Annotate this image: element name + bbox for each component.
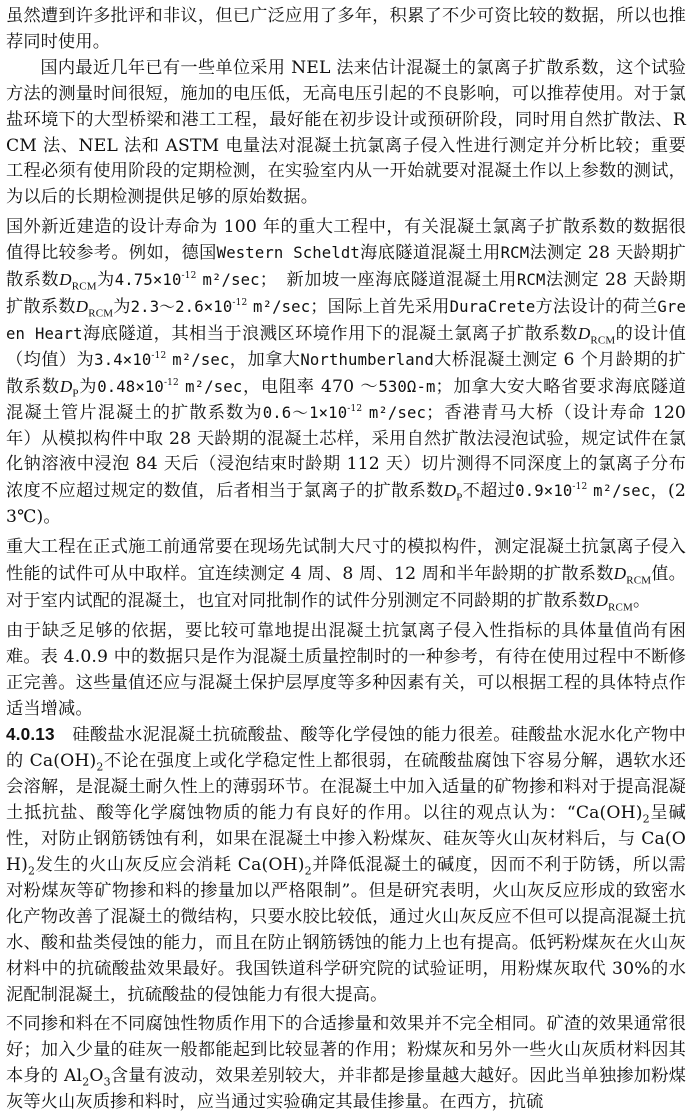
text-run: ；加拿大安大略省要求海底隧道混凝土管片混凝土的扩散系数为 (6, 376, 687, 423)
chemical-subscript: 3 (103, 1075, 111, 1089)
unit: m²/sec (253, 297, 311, 316)
text-run: 的设计值（均值）为 (6, 323, 687, 370)
tunnel-name: Western Scheldt (216, 244, 360, 263)
text-run: O (89, 1066, 104, 1087)
text-run: ；国际上首先采用 (310, 296, 450, 317)
symbol-subscript: RCM (71, 280, 97, 293)
exponent: -12 (181, 271, 197, 282)
paragraph-5: 由于缺乏足够的依据，要比较可靠地提出混凝土抗氯离子侵入性指标的具体量值尚有困难。表 4.0.9 中的数据只是作为混凝土质量控制时的一种参考，有待在使用过程中不断修正完善。这些量值还应与混凝土保护层厚度等多种因素有关，可以根据工程的具体特点作适当增减。 (6, 620, 686, 719)
exponent: -12 (232, 297, 248, 308)
symbol-d: D (443, 481, 457, 501)
text-run: ，(23℃)。 (6, 481, 686, 528)
chemical-subscript: 2 (304, 864, 312, 878)
text-run: 重大工程在正式施工前通常要在现场先试制大尺寸的模拟构件，测定混凝土抗氯离子侵入性能的试件可从中取样。宜连续测定 4 周、8 周、12 周和半年龄期的扩散系数 (6, 537, 686, 585)
symbol-d: D (577, 323, 591, 343)
symbol-subscript: P (72, 387, 79, 400)
paragraph-2: 国内最近几年已有一些单位采用 NEL 法来估计混凝土的氯离子扩散系数，这个试验方法的测量时间很短，施加的电压低，无高电压引起的不良影响，可以推荐使用。对于氯盐环境下的大型桥梁和港工工程，最好能在初步设计或预研阶段，同时用自然扩散法、RCM 法、NEL 法和 ASTM 电量法对混凝土抗氯离子侵入性进行测定并分析比较；重要工程必须有使用阶段的定期检测，在实验室内从一开始就要对混凝土作以上参数的测试，为以后的长期检测提供足够的原始数据。 (6, 57, 686, 208)
text-run: 硅酸盐水泥混凝土抗硫酸盐、酸等化学侵蚀的能力很差。硅酸盐水泥水化产物中的 Ca(OH) (6, 725, 686, 772)
text-run: ； 新加坡一座海底隧道混凝土用 (259, 270, 517, 291)
symbol-subscript: P (456, 491, 463, 504)
symbol-subscript: RCM (88, 307, 114, 320)
symbol-d: D (59, 376, 73, 396)
text-run: 方法设计的荷兰 (535, 296, 658, 317)
text-run: 海底隧道混凝土用 (359, 243, 501, 264)
method-name: RCM (516, 271, 546, 290)
paragraph-6 (6, 722, 686, 1008)
method-name: RCM (500, 244, 530, 263)
value: 4.75×10 (114, 271, 182, 290)
document-page (6, 4, 686, 1116)
symbol-d: D (595, 590, 609, 610)
text-run: 并降低混凝土的碱度，因而不利于防锈，所以需对粉煤灰等矿物掺和料的掺量加以严格限制”。但是研究表明，火山灰反应形成的致密水化产物改善了混凝土的微结构，只要水胶比较低，通过火山灰反应不但可以提高混凝土抗水、酸和盐类侵蚀的能力，而且在防止钢筋锈蚀的能力上也有提高。低钙粉煤灰在火山灰材料中的抗硫酸盐效果最好。我国铁道科学研究院的试验证明，用粉煤灰取代 30%的水泥配制混凝土，抗硫酸盐的侵蚀能力有很大提高。 (6, 855, 686, 1005)
symbol-d: D (59, 270, 72, 290)
unit: m²/sec (593, 482, 651, 501)
text-run: 呈碱性，对防止钢筋锈蚀有利，如果在混凝土中掺入粉煤灰、硅灰等火山灰材料后，与 Ca(OH) (6, 803, 686, 875)
text-run: 国外新近建造的设计寿命为 100 年的重大工程中，有关混凝土氯离子扩散系数的数据很值得比较参考。例如，德国 (6, 217, 686, 264)
unit: m²/sec (368, 403, 427, 422)
symbol-d: D (75, 296, 89, 316)
bridge-name: Northumberland (300, 350, 434, 369)
paragraph-3 (6, 215, 686, 531)
text-run: 法测定 28 天龄期扩散系数 (6, 243, 686, 291)
exponent: -12 (347, 403, 363, 414)
symbol-d: D (613, 564, 627, 584)
method-name: DuraCrete (449, 297, 536, 316)
text-run: 为 (78, 376, 98, 397)
chemical-subscript: 2 (82, 1075, 90, 1089)
value: 0.6～1×10 (262, 403, 348, 422)
paragraph-4 (6, 535, 686, 615)
text-run: 法测定 28 天龄期扩散系数 (6, 270, 686, 317)
text-run: ，加拿大 (229, 349, 301, 370)
text-run: 海底隧道，其相当于浪溅区环境作用下的混凝土氯离子扩散系数 (82, 323, 578, 344)
unit: m²/sec (172, 350, 230, 369)
tunnel-name: Green Heart (6, 297, 687, 343)
text-run: 值。对于室内试配的混凝土，也宜对同批制作的试件分别测定不同龄期的扩散系数 (6, 564, 686, 611)
text-run: ；香港青马大桥（设计寿命 120 年）从模拟构件中取 28 天龄期的混凝土芯样，采用自然扩散法浸泡试验，规定试件在氯化钠溶液中浸泡 84 天后（浸泡结束时龄期 112 天）切片测得不同深度上的氯离子分布浓度不应超过规定的数值，后者相当于氯离子的扩散系数 (6, 402, 686, 502)
value: 2.3～2.6×10 (130, 297, 233, 316)
text-run: 不超过 (462, 481, 516, 502)
paragraph-7 (6, 1012, 686, 1116)
text-run: 大桥混凝土测定 6 个月龄期的扩散系数 (6, 349, 686, 397)
text-run: 不同掺和料在不同腐蚀性物质作用下的合适掺量和效果并不完全相同。矿渣的效果通常很好；加入少量的硅灰一般都能起到比较显著的作用；粉煤灰和另外一些火山灰质材料因其本身的 Al (6, 1014, 686, 1087)
symbol-subscript: RCM (608, 601, 633, 614)
exponent: -12 (572, 482, 588, 493)
section-number: 4.0.13 (6, 724, 55, 745)
value: 0.9×10 (515, 482, 573, 501)
unit: m²/sec (202, 271, 260, 290)
chemical-subscript: 2 (28, 864, 36, 878)
paragraph-1: 虽然遭到许多批评和非议，但已广泛应用了多年，积累了不少可资比较的数据，所以也推荐同时使用。 (6, 6, 686, 52)
unit: m²/sec (185, 377, 243, 396)
exponent: -12 (151, 350, 167, 361)
text-run: ，电阻率 470 ～ (242, 376, 379, 397)
text-run: 为 (113, 296, 131, 317)
chemical-subscript: 2 (96, 760, 104, 774)
value: 3.4×10 (94, 350, 152, 369)
text-run: 。 (632, 590, 651, 611)
text-run: 发生的火山灰反应会消耗 Ca(OH) (35, 855, 305, 875)
text-run: 含量有波动，效果差别较大，并非都是掺量越大越好。因此当单独掺加粉煤灰等火山灰质掺和料时，应当通过实验确定其最佳掺量。在西方，抗硫 (6, 1066, 687, 1113)
value: 530Ω-m (378, 377, 436, 396)
text-run: 不论在强度上或化学稳定性上都很弱，在硫酸盐腐蚀下容易分解，遇软水还会溶解，是混凝土耐久性上的薄弱环节。在混凝土中加入适量的矿物掺和料对于提高混凝土抵抗盐、酸等化学腐蚀物质的能力有良好的作用。以往的观点认为：“Ca(OH) (6, 751, 686, 824)
text-run: 为 (96, 270, 115, 291)
value: 0.48×10 (97, 377, 164, 396)
exponent: -12 (163, 377, 179, 388)
symbol-subscript: RCM (626, 574, 652, 587)
symbol-subscript: RCM (590, 334, 616, 347)
chemical-subscript: 2 (642, 812, 650, 826)
